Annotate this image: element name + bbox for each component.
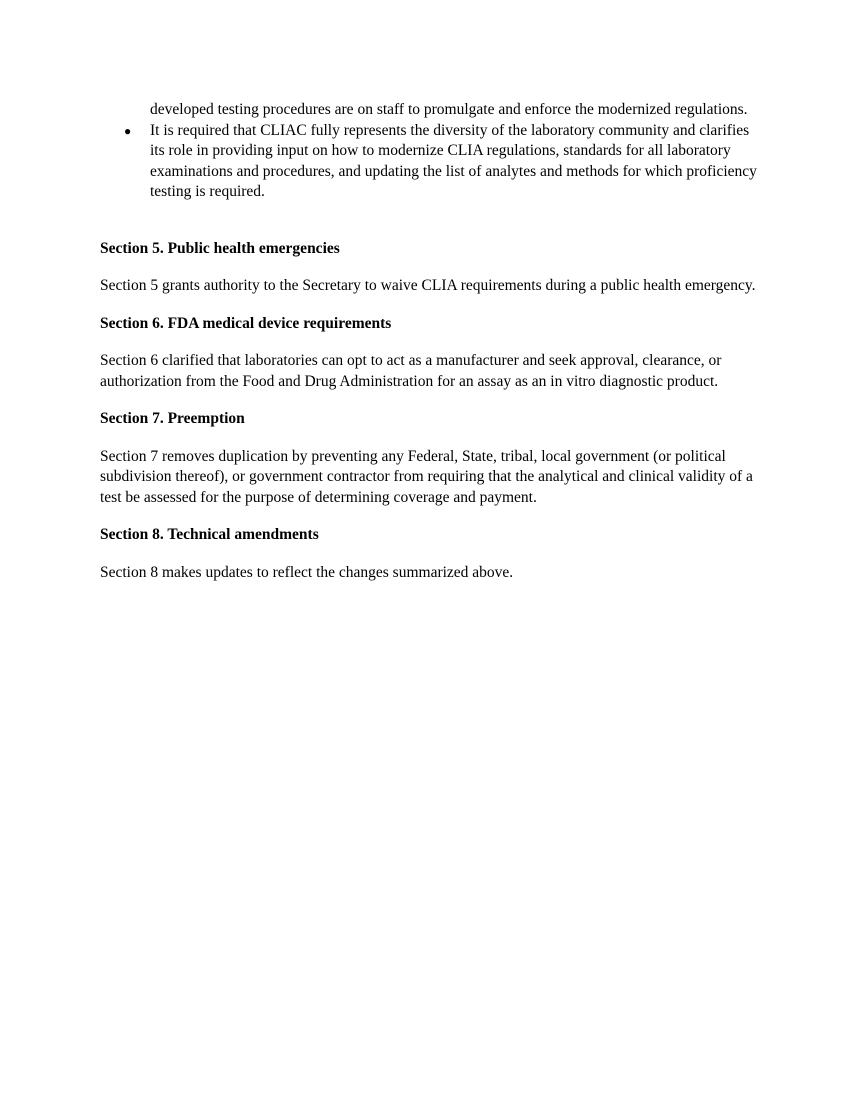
section-6-body: Section 6 clarified that laboratories can opt to act as a manufacturer and seek approval, clearance, or authorization from the Food and Drug Administration for an assay as an in vitro diagnostic product. <box>100 352 722 390</box>
list-item-text: developed testing procedures are on staff to promulgate and enforce the modernized regulations. <box>150 101 748 118</box>
list-item-cliac <box>100 121 760 203</box>
section-8-body: Section 8 makes updates to reflect the changes summarized above. <box>100 563 514 581</box>
section-7-heading: Section 7. Preemption <box>100 410 245 427</box>
section-6-heading: Section 6. FDA medical device requirements <box>100 314 392 332</box>
bullet-marker: ● <box>124 123 132 138</box>
list-item-continued <box>100 100 760 121</box>
document-page <box>100 100 760 583</box>
section-5-heading: Section 5. Public health emergencies <box>100 239 340 257</box>
list-item-text: It is required that CLIAC fully represents the diversity of the laboratory community and clarifies its role in providing input on how to modernize CLIA regulations, standards for all laboratory examinations and procedures, and updating the list of analytes and methods for which proficiency testing is required. <box>150 121 757 200</box>
section-5-body: Section 5 grants authority to the Secretary to waive CLIA requirements during a public health emergency. <box>100 277 756 294</box>
section-7-body: Section 7 removes duplication by preventing any Federal, State, tribal, local government (or political subdivision thereof), or government contractor from requiring that the analytical and clinical validity of a test be assessed for the purpose of determining coverage and payment. <box>100 447 753 506</box>
section-8-heading: Section 8. Technical amendments <box>100 526 319 543</box>
requirements-list <box>100 100 760 203</box>
